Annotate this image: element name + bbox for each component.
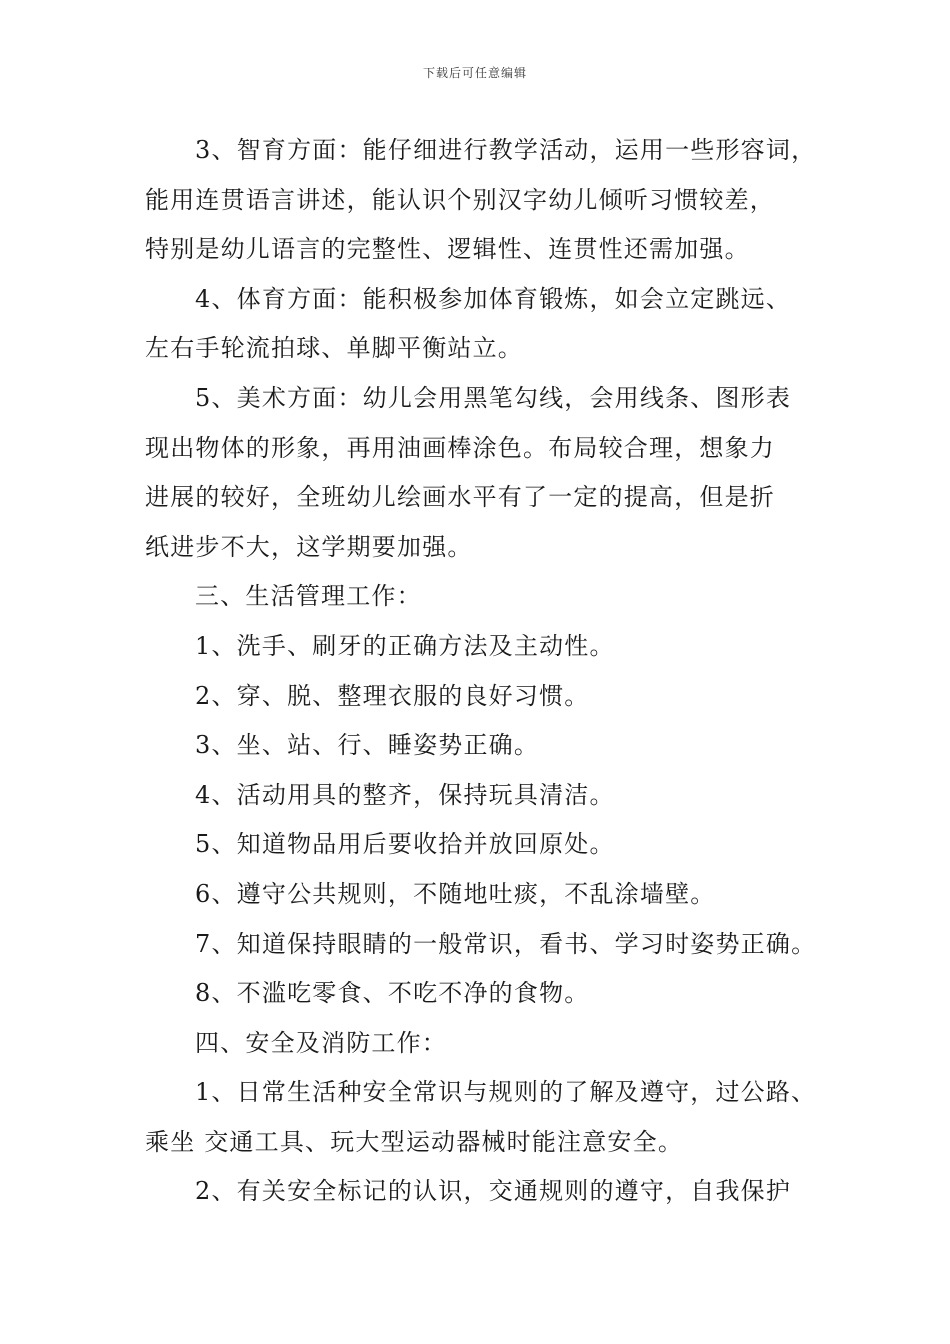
section-heading: 三、生活管理工作： [195, 582, 422, 611]
body-line: 5、美术方面：幼儿会用黑笔勾线，会用线条、图形表 [195, 383, 792, 412]
body-line: 5、知道物品用后要收拾并放回原处。 [195, 830, 615, 859]
body-line: 现出物体的形象，再用油画棒涂色。布局较合理，想象力 [145, 433, 775, 462]
body-line: 3、坐、站、行、睡姿势正确。 [195, 731, 540, 760]
body-line: 2、有关安全标记的认识，交通规则的遵守，自我保护 [195, 1177, 792, 1206]
body-line: 3、智育方面：能仔细进行教学活动，运用一些形容词， [195, 136, 817, 164]
body-line: 4、活动用具的整齐，保持玩具清洁。 [195, 780, 615, 809]
section-heading: 四、安全及消防工作： [195, 1028, 447, 1057]
page-header-note: 下载后可任意编辑 [422, 66, 527, 80]
body-line: 7、知道保持眼睛的一般常识，看书、学习时姿势正确。 [195, 929, 817, 958]
body-line: 2、穿、脱、整理衣服的良好习惯。 [195, 681, 590, 710]
body-line: 能用连贯语言讲述，能认识个别汉字幼儿倾听习惯较差， [145, 185, 775, 214]
body-line: 8、不滥吃零食、不吃不净的食物。 [195, 979, 590, 1008]
body-line: 乘坐 交通工具、玩大型运动器械时能注意安全。 [145, 1127, 684, 1156]
body-line: 左右手轮流拍球、单脚平衡站立。 [145, 334, 523, 363]
document-body [145, 126, 835, 1217]
body-line: 1、洗手、刷牙的正确方法及主动性。 [195, 631, 615, 660]
body-line: 6、遵守公共规则，不随地吐痰，不乱涂墙壁。 [195, 879, 716, 908]
body-line: 特别是幼儿语言的完整性、逻辑性、连贯性还需加强。 [145, 235, 750, 264]
body-line: 纸进步不大，这学期要加强。 [145, 532, 473, 561]
body-line: 4、体育方面：能积极参加体育锻炼，如会立定跳远、 [195, 284, 792, 313]
body-line: 进展的较好，全班幼儿绘画水平有了一定的提高，但是折 [145, 483, 775, 512]
body-line: 1、日常生活种安全常识与规则的了解及遵守，过公路、 [195, 1078, 817, 1107]
